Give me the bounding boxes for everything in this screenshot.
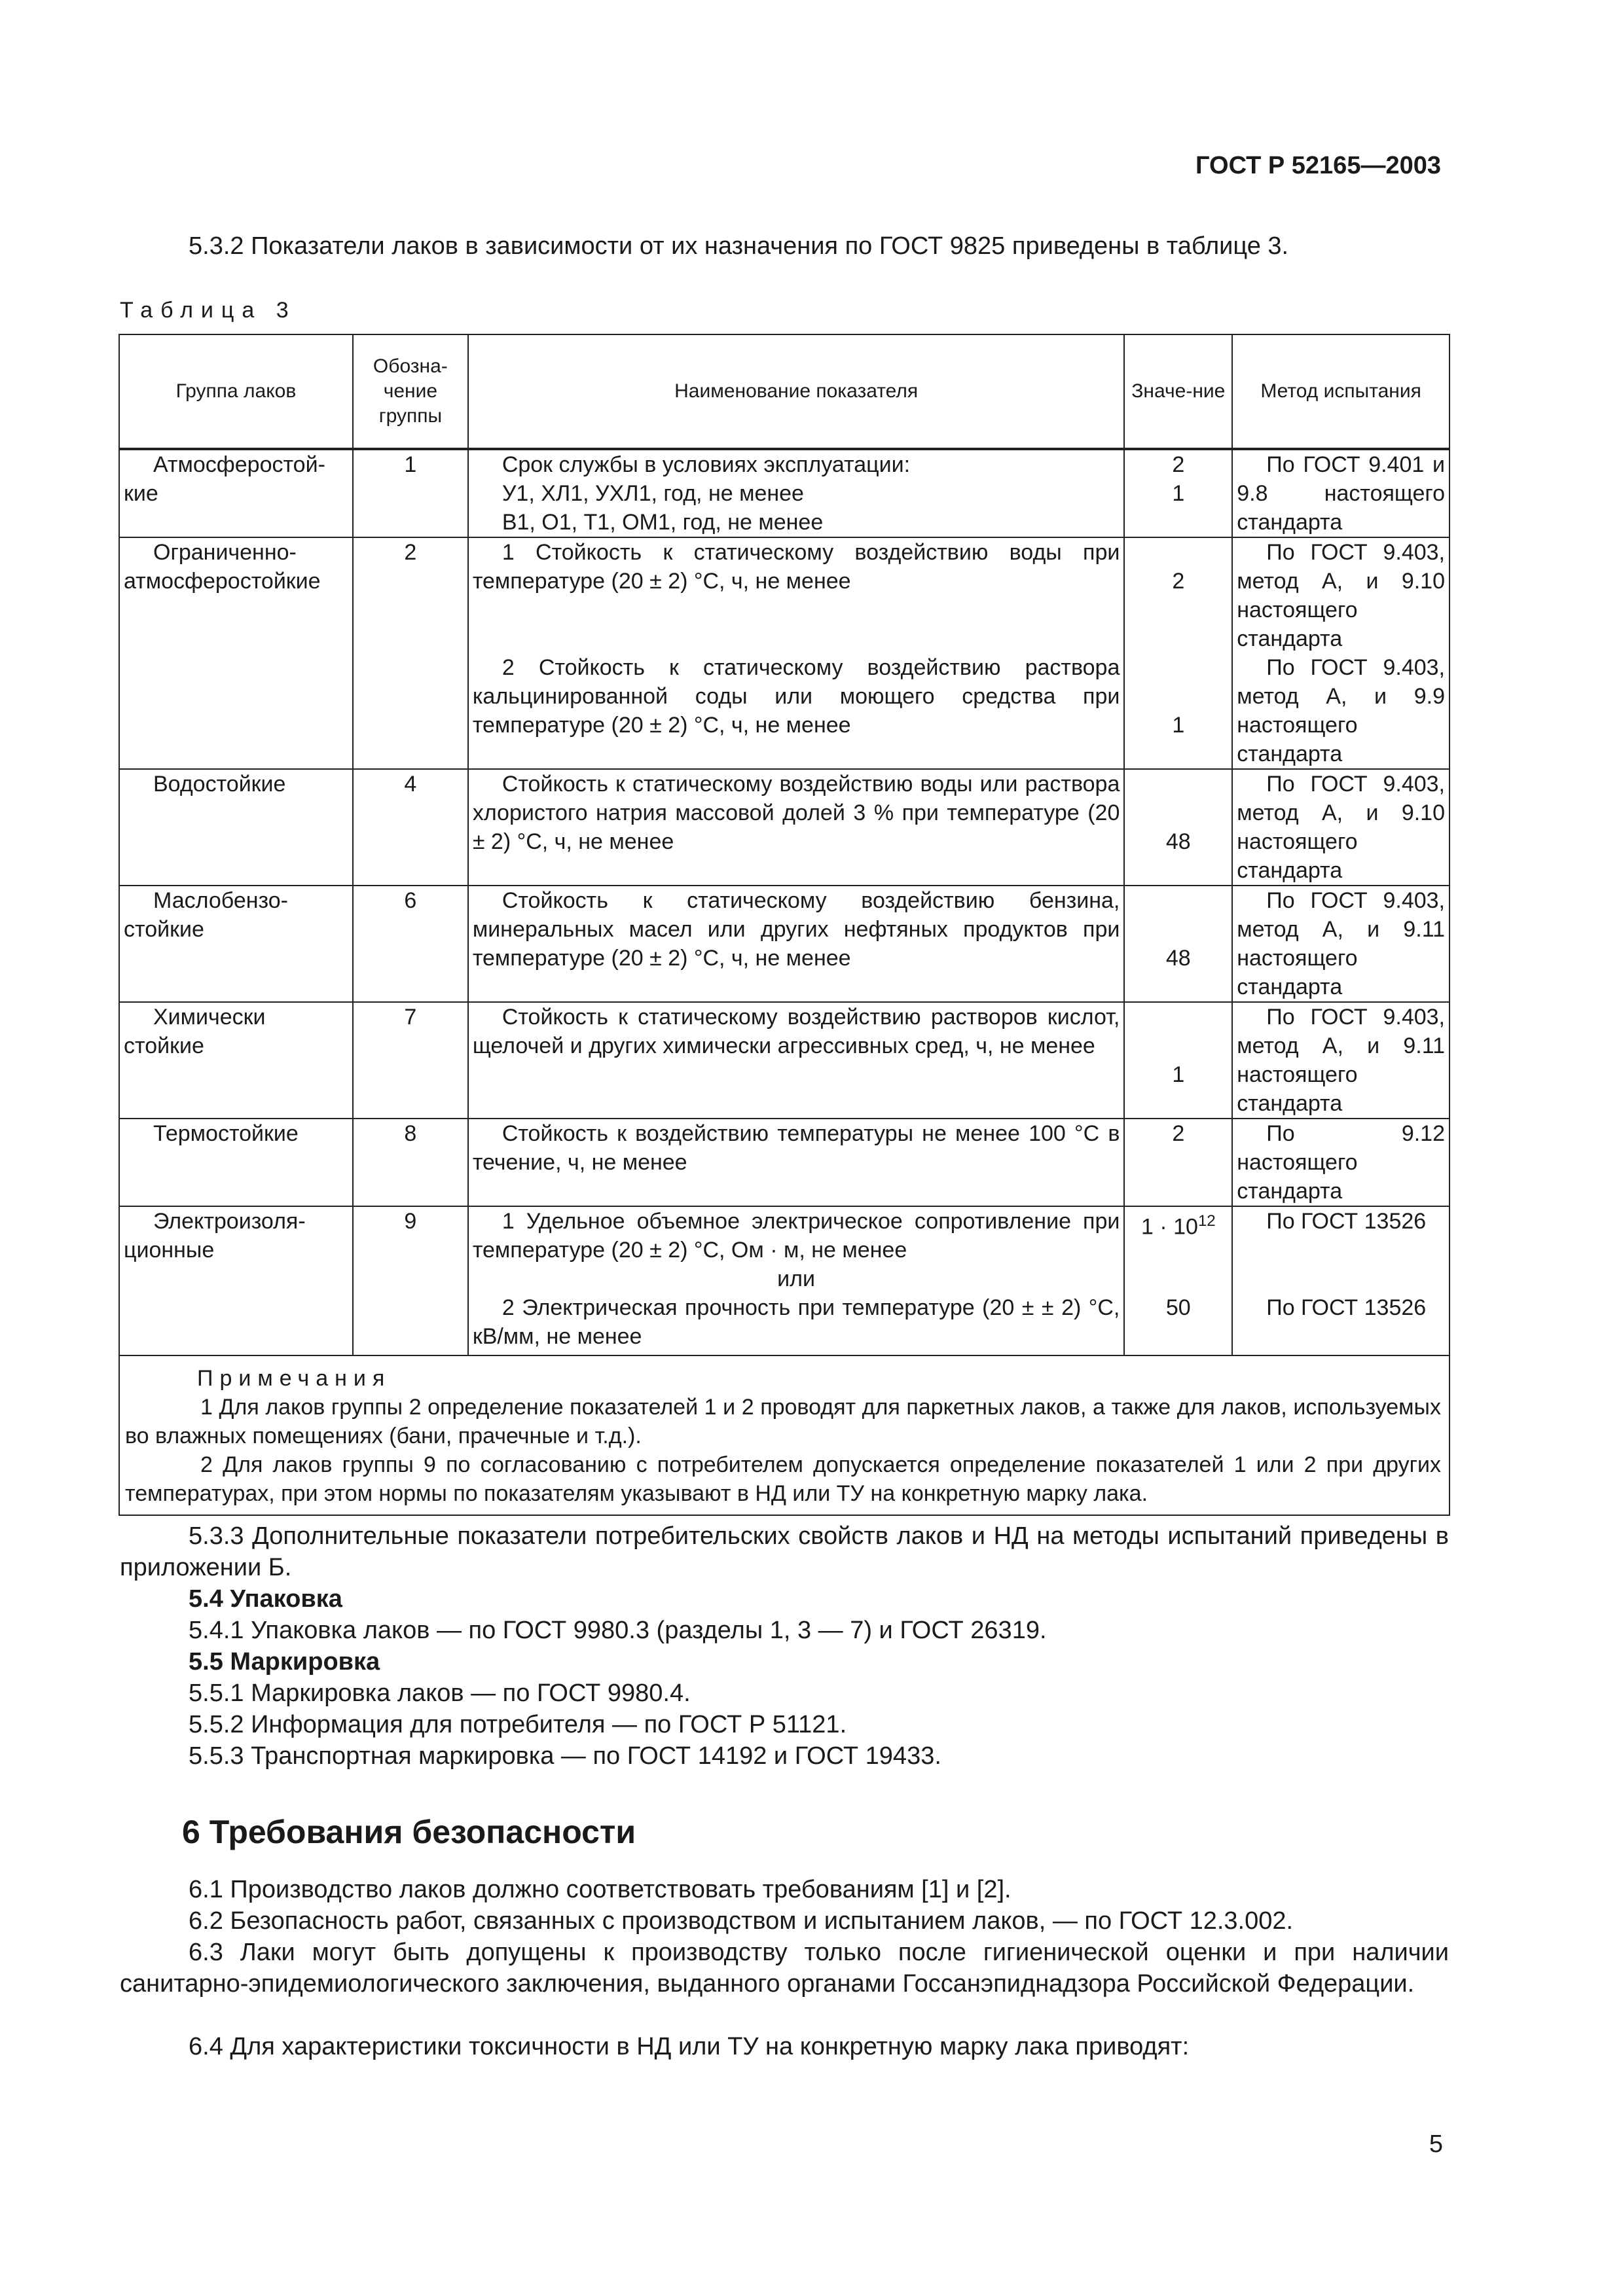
test-method: По ГОСТ 9.403, метод А, и 9.11 настоящего стандарта	[1232, 1002, 1450, 1119]
test-method: По ГОСТ 13526	[1232, 1206, 1450, 1293]
paragraph-5-5-2: 5.5.2 Информация для потребителя — по ГОСТ Р 51121.	[189, 1711, 847, 1738]
group-name: Атмосферостой- кие	[119, 449, 353, 537]
header-code: Обозна-чение группы	[353, 334, 468, 449]
table-notes-row	[119, 1355, 1450, 1515]
table-row	[119, 537, 1450, 653]
notes-title: Примечания	[197, 1366, 392, 1391]
indicator-value: 48	[1124, 886, 1232, 1002]
indicator-value: 2	[1124, 537, 1232, 653]
group-code: 9	[353, 1206, 468, 1355]
heading-5-4: 5.4 Упаковка	[189, 1585, 342, 1613]
header-value: Значе-ние	[1124, 334, 1232, 449]
group-code: 6	[353, 886, 468, 1002]
paragraph-5-4-1: 5.4.1 Упаковка лаков — по ГОСТ 9980.3 (разделы 1, 3 — 7) и ГОСТ 26319.	[189, 1617, 1047, 1644]
indicator-name: 2 Стойкость к статическому воздействию раствора кальцинированной соды или моющего средства при температуре (20 ± 2) °С, ч, не менее	[468, 653, 1125, 769]
paragraph-5-5-3: 5.5.3 Транспортная маркировка — по ГОСТ 14192 и ГОСТ 19433.	[189, 1742, 941, 1770]
indicator-name: 1 Удельное объемное электрическое сопротивление при температуре (20 ± 2) °С, Ом · м, не менее	[468, 1206, 1125, 1265]
indicator-value: 1	[1124, 653, 1232, 769]
test-method: По ГОСТ 13526	[1232, 1293, 1450, 1355]
table-row	[119, 886, 1450, 1002]
indicator-name: Стойкость к статическому воздействию растворов кислот, щелочей и других химически агрессивных сред, ч, не менее	[468, 1002, 1125, 1119]
group-code: 1	[353, 449, 468, 537]
group-name: Ограниченно- атмосферостойкие	[119, 537, 353, 769]
paragraph-6-1: 6.1 Производство лаков должно соответствовать требованиям [1] и [2].	[189, 1876, 1012, 1903]
indicator-value: 2 1	[1124, 449, 1232, 537]
table-row	[119, 769, 1450, 886]
paragraph-6-4: 6.4 Для характеристики токсичности в НД или ТУ на конкретную марку лака приводят:	[189, 2033, 1190, 2060]
indicator-value: 1	[1124, 1002, 1232, 1119]
indicator-name: Стойкость к статическому воздействию бензина, минеральных масел или других нефтяных продуктов при температуре (20 ± 2) °С, ч, не менее	[468, 886, 1125, 1002]
paragraph-5-5-1: 5.5.1 Маркировка лаков — по ГОСТ 9980.4.	[189, 1679, 691, 1707]
test-method: По ГОСТ 9.403, метод А, и 9.10 настоящего стандарта	[1232, 769, 1450, 886]
indicator-name: Стойкость к воздействию температуры не менее 100 °С в течение, ч, не менее	[468, 1119, 1125, 1206]
group-code: 2	[353, 537, 468, 769]
paragraph-6-3: 6.3 Лаки могут быть допущены к производству только после гигиенической оценки и при наличии санитарно-эпидемиологического заключения, выданного органами Госсанэпиднадзора Российской Федерации.	[120, 1939, 1449, 1998]
group-name: Термостойкие	[119, 1119, 353, 1206]
test-method: По 9.12 настоящего стандарта	[1232, 1119, 1450, 1206]
table-3	[119, 334, 1450, 1516]
table-notes	[119, 1355, 1450, 1515]
group-code: 7	[353, 1002, 468, 1119]
intro-paragraph: 5.3.2 Показатели лаков в зависимости от их назначения по ГОСТ 9825 приведены в таблице 3.	[189, 232, 1289, 260]
indicator-name: Стойкость к статическому воздействию воды или раствора хлористого натрия массовой долей 3 % при температуре (20 ± 2) °С, ч, не менее	[468, 769, 1125, 886]
table-row	[119, 449, 1450, 537]
heading-5-5: 5.5 Маркировка	[189, 1648, 380, 1676]
table-row	[119, 1206, 1450, 1265]
group-name: Электроизоля- ционные	[119, 1206, 353, 1355]
header-group: Группа лаков	[119, 334, 353, 449]
header-method: Метод испытания	[1232, 334, 1450, 449]
group-name: Химически стойкие	[119, 1002, 353, 1119]
note-2: 2 Для лаков группы 9 по согласованию с потребителем допускается определение показателей 1 или 2 при других температурах, при этом нормы по показателям указывают в НД или ТУ на конкретную марку лака.	[125, 1452, 1441, 1506]
paragraph-5-3-3: 5.3.3 Дополнительные показатели потребительских свойств лаков и НД на методы испытаний приведены в приложении Б.	[120, 1522, 1449, 1581]
header-name: Наименование показателя	[468, 334, 1125, 449]
or-separator: или	[468, 1265, 1125, 1293]
group-name: Водостойкие	[119, 769, 353, 886]
paragraph-6-2: 6.2 Безопасность работ, связанных с производством и испытанием лаков, — по ГОСТ 12.3.002.	[189, 1907, 1294, 1935]
note-1: 1 Для лаков группы 2 определение показателей 1 и 2 проводят для паркетных лаков, а также для лаков, используемых во влажных помещениях (бани, прачечные и т.д.).	[125, 1395, 1441, 1448]
page-number: 5	[1429, 2130, 1443, 2158]
test-method: По ГОСТ 9.403, метод А, и 9.9 настоящего стандарта	[1232, 653, 1450, 769]
section-6-title: 6 Требования безопасности	[182, 1814, 636, 1850]
indicator-name: 2 Электрическая прочность при температуре (20 ± ± 2) °С, кВ/мм, не менее	[468, 1293, 1125, 1355]
table-header-row	[119, 334, 1450, 449]
indicator-name: 1 Стойкость к статическому воздействию воды при температуре (20 ± 2) °С, ч, не менее	[468, 537, 1125, 653]
table-row	[119, 1002, 1450, 1119]
test-method: По ГОСТ 9.403, метод А, и 9.11 настоящего стандарта	[1232, 886, 1450, 1002]
group-code: 4	[353, 769, 468, 886]
test-method: По ГОСТ 9.401 и 9.8 настоящего стандарта	[1232, 449, 1450, 537]
indicator-value: 48	[1124, 769, 1232, 886]
empty-cell	[1124, 1265, 1232, 1293]
document-header: ГОСТ Р 52165—2003	[1195, 152, 1441, 179]
group-name: Маслобензо- стойкие	[119, 886, 353, 1002]
indicator-name: Срок службы в условиях эксплуатации: У1, ХЛ1, УХЛ1, год, не менее В1, О1, Т1, ОМ1, год, не менее	[468, 449, 1125, 537]
table-row	[119, 1119, 1450, 1206]
table-caption: Таблица 3	[120, 298, 297, 323]
test-method: По ГОСТ 9.403, метод А, и 9.10 настоящего стандарта	[1232, 537, 1450, 653]
indicator-value: 2	[1124, 1119, 1232, 1206]
indicator-value: $1 \cdot 10^{12}$	[1124, 1206, 1232, 1265]
indicator-value: 50	[1124, 1293, 1232, 1355]
group-code: 8	[353, 1119, 468, 1206]
